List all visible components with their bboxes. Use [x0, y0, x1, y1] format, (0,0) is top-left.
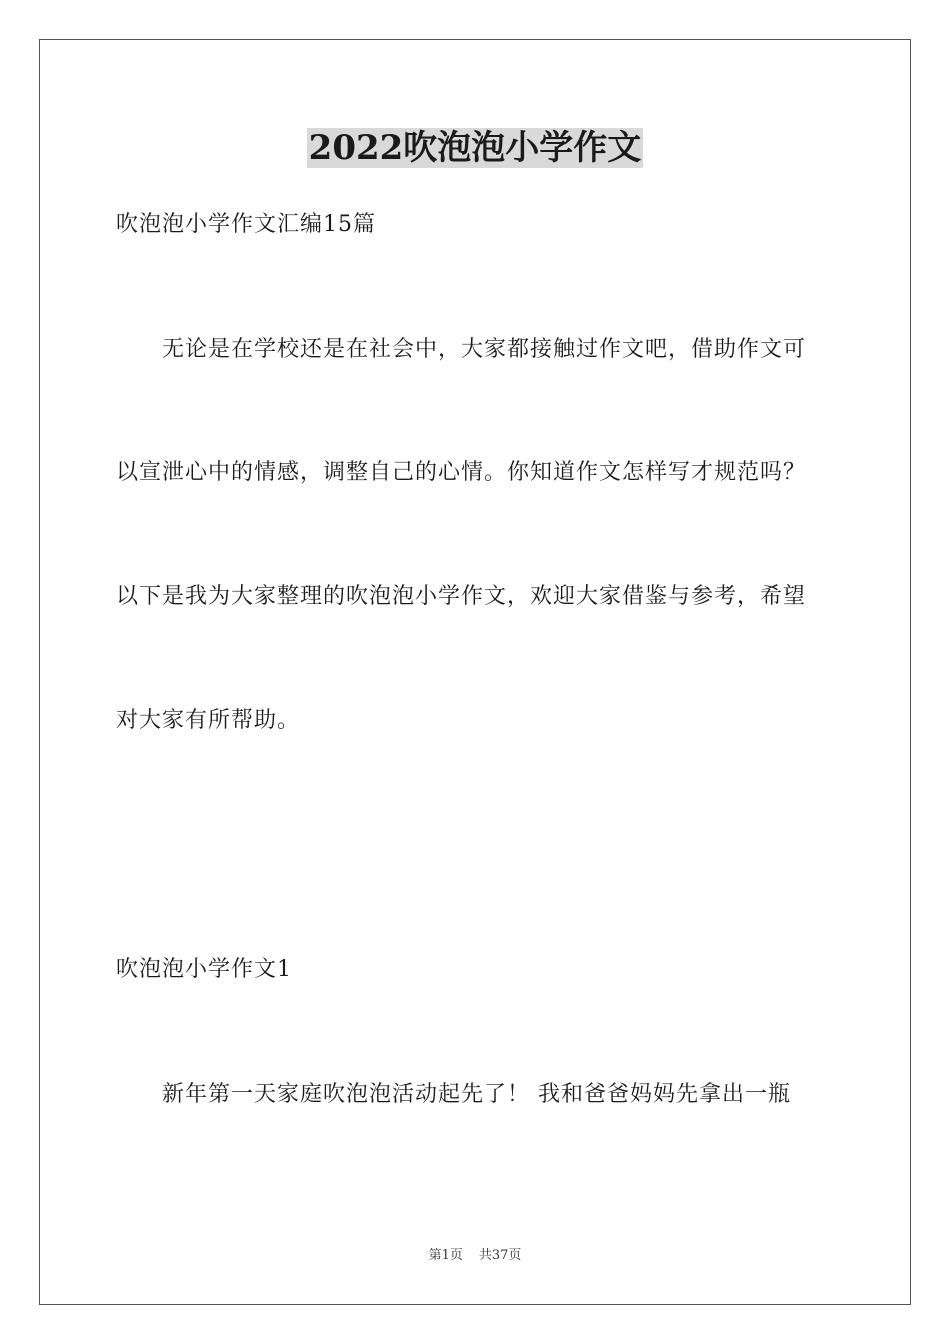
- intro-line-4: 对大家有所帮助。: [116, 708, 301, 733]
- intro-line-2: 以宣泄心中的情感，调整自己的心情。你知道作文怎样写才规范吗？: [116, 460, 807, 485]
- intro-line-1: 无论是在学校还是在社会中，大家都接触过作文吧，借助作文可: [162, 337, 807, 362]
- section-first-line: 新年第一天家庭吹泡泡活动起先了！ 我和爸爸妈妈先拿出一瓶: [162, 1082, 791, 1107]
- intro-line-3: 以下是我为大家整理的吹泡泡小学作文，欢迎大家借鉴与参考，希望: [116, 584, 807, 609]
- section-heading: 吹泡泡小学作文1: [116, 957, 292, 982]
- page-footer: [0, 1247, 950, 1265]
- page-number: 第1页: [428, 1248, 463, 1263]
- page-total: 共37页: [478, 1248, 522, 1263]
- title-text: 2022吹泡泡小学作文: [308, 128, 642, 168]
- document-subtitle: 吹泡泡小学作文汇编15篇: [116, 212, 376, 237]
- document-title: [0, 125, 950, 171]
